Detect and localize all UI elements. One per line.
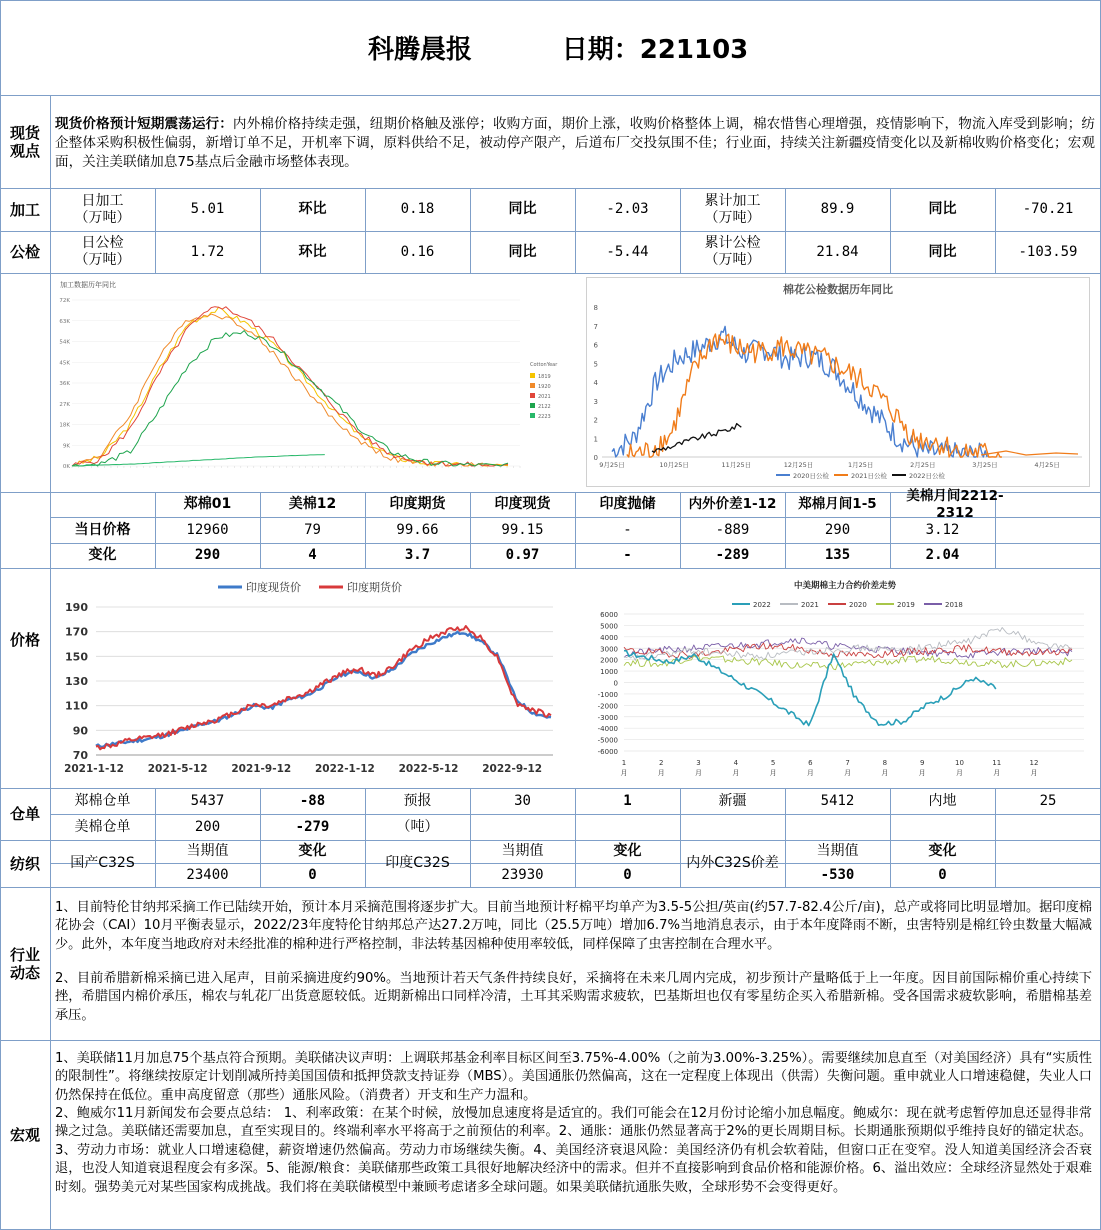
macro-paragraph-2: 2、鲍威尔11月新闻发布会要点总结： 1、利率政策：在某个时候，放慢加息速度将是适宜的。我们可能会在12月份讨论缩小加息幅度。鲍威尔：现在就考虑暂停加息还显得非常操之过急。美联储还需要加息，直至实现目的。终端利率水平将高于之前预估的利率。2、通胀：通胀仍然显著高于2%的更长周期目标。长期通胀预期似乎维持良好的锚定状态。3、劳动力市场：就业人口增速稳健，薪资增速仍然偏高。劳动力市场继续失衡。4、美国经济衰退风险：美国经济仍有机会软着陆，但窗口正在变窄。没人知道美国经济会否衰退，也没人知道衰退程度会有多深。5、能源/粮食：美联储那些政策工具很好地解决经济中的需求。但并不直接影响到食品价格和能源价格。6、溢出效应：全球经济显然处于艰难时刻。强势美元对某些国家构成挑战。我们将在美联储模型中兼顾考虑诸多全球问题。如果美联储抗通胀失败，全球形势不会变得更好。 [55, 1106, 1092, 1195]
x-tick-label: 4月25日 [1034, 461, 1060, 469]
macro-section-label: 宏观 [9, 1126, 40, 1144]
y-tick-label: 0K [62, 464, 70, 470]
x-tick-label-unit: 月 [918, 769, 926, 777]
cum-processing-yoy-value: -70.21 [1022, 201, 1074, 217]
y-tick-label: 2 [593, 416, 598, 425]
legend-label: 1819 [538, 374, 551, 380]
y-tick-label: 4 [593, 379, 598, 387]
divider [0, 273, 1101, 274]
cum-processing-yoy-label: 同比 [928, 201, 957, 217]
y-tick-label: -1000 [597, 690, 618, 699]
y-tick-label: 7 [593, 322, 598, 331]
legend-swatch [530, 393, 535, 398]
x-tick-label: 12 [1029, 759, 1039, 767]
c32s-spread-label: 内外C32S价差 [686, 855, 779, 871]
y-tick-label: 3 [593, 397, 598, 406]
y-tick-label: 4000 [600, 633, 618, 642]
in-c32s-value: 23930 [501, 866, 544, 883]
processing-mom-label: 环比 [298, 201, 327, 217]
price-change-7: 2.04 [925, 547, 960, 563]
series-line-印度现货价 [96, 632, 551, 747]
divider [0, 568, 1101, 569]
x-tick-label: 7 [845, 759, 850, 767]
cum-inspection-value: 21.84 [816, 243, 859, 260]
y-tick-label: 8 [593, 304, 598, 312]
x-tick-label: 3 [696, 759, 701, 767]
y-tick-label: 0 [593, 454, 598, 462]
zce-receipts-value: 5437 [190, 792, 225, 809]
x-tick-label: 8 [882, 759, 888, 767]
spot-section-label: 现货 观点 [9, 123, 40, 160]
today-price-3: 99.15 [501, 521, 544, 538]
inspection-yoy-value: -5.44 [606, 243, 649, 260]
legend-label: 2223 [538, 414, 551, 420]
cum-processing-label: 累计加工 （万吨） [704, 192, 761, 226]
y-tick-label: -2000 [597, 702, 618, 711]
x-tick-label: 2021-1-12 [64, 763, 124, 775]
in-c32s-change-label: 变化 [613, 843, 642, 859]
legend-label: 2019 [897, 601, 915, 609]
x-tick-label: 2022-1-12 [314, 763, 375, 775]
series-line-2223 [72, 455, 325, 466]
report-date: 日期：221103 [561, 34, 749, 65]
x-tick-label: 1月25日 [847, 461, 874, 469]
cn-c32s-change: 0 [308, 866, 317, 883]
x-tick-label: 11月25日 [721, 461, 752, 469]
chart-title: 中美期棉主力合约价差走势 [793, 581, 897, 591]
cum-processing-value: 89.9 [820, 201, 855, 217]
spot-view-text [55, 115, 1095, 172]
zce-receipts-change: -88 [299, 792, 326, 809]
cn-c32s-change-label: 变化 [298, 843, 327, 859]
c32s-spread-value: -530 [820, 866, 855, 883]
us-receipts-label: 美棉仓单 [74, 818, 131, 835]
y-tick-label: 110 [65, 699, 88, 713]
price-change-5: -289 [715, 547, 750, 563]
x-tick-label: 2022-5-12 [398, 763, 459, 775]
x-tick-label: 4 [733, 759, 739, 767]
price-change-4: - [623, 547, 632, 563]
daily-inspection-value: 1.72 [190, 243, 225, 260]
divider [0, 95, 1101, 96]
inspection-yoy-label: 同比 [508, 243, 537, 260]
y-tick-label: 54K [59, 339, 70, 346]
today-price-4: - [623, 521, 632, 538]
today-price-1: 79 [304, 521, 321, 538]
in-c32s-value-label: 当期值 [501, 843, 544, 859]
processing-history-chart [58, 278, 558, 484]
legend-label: 2020 [849, 601, 867, 609]
y-tick-label: 6 [593, 341, 598, 350]
us-receipts-change: -279 [295, 818, 330, 835]
legend-label: 2122 [538, 404, 551, 410]
y-tick-label: 5 [593, 360, 598, 369]
series-line-2021日公检 [627, 334, 1002, 457]
y-tick-label: 18K [59, 422, 70, 429]
macro-paragraph-1: 1、美联储11月加息75个基点符合预期。美联储决议声明：上调联邦基金利率目标区间至3.75%-4.00%（之前为3.00%-3.25%）。需要继续加息直至（对美国经济）具有“实质性的限制性”。将继续按原定计划削减所持美国国债和抵押贷款支持证券（MBS）。美国通胀仍然偏高，这在一定程度上体现出（供需）失衡问题。重申就业人口增速稳健，失业人口仍然保持在低位。重申高度留意（那些）通胀风险。（消费者）开支和生产力温和。 [55, 1051, 1092, 1103]
y-tick-label: 3000 [600, 645, 618, 654]
legend-label: 2021 [801, 601, 819, 609]
y-tick-label: 63K [59, 318, 70, 325]
legend-label: 2021日公检 [851, 472, 888, 480]
divider [0, 1040, 1101, 1041]
c32s-spread-change-label: 变化 [928, 843, 957, 859]
cn-c32s-value-label: 当期值 [186, 843, 229, 859]
warehouse-section-label: 仓单 [9, 805, 40, 823]
series-line-2122 [72, 331, 508, 466]
us-receipts-value: 200 [194, 818, 221, 835]
x-tick-label: 2月25日 [910, 461, 936, 469]
legend-label: 印度现货价 [246, 581, 301, 594]
price-header-0: 郑棉01 [183, 496, 232, 512]
india-price-chart [58, 574, 563, 780]
price-header-3: 印度现货 [494, 496, 551, 512]
spot-view-body: 内外棉价格持续走强，纽期价格触及涨停；收购方面，期价上涨，收购价格整体上调，棉农惜售心理增强，疫情影响下，物流入库受到影响；纺企整体采购积极性偏弱，新增订单不足，开机率下调，原料供给不足，被动停产限产，后道布厂交投氛围不佳；行业面，持续关注新疆疫情变化以及新棉收购价格变化；宏观面，关注美联储加息75基点后金融市场整体表现。 [55, 116, 1096, 170]
cum-inspection-label: 累计公检 （万吨） [704, 235, 761, 268]
price-change-0: 290 [194, 547, 221, 563]
series-line-2022 [624, 651, 996, 726]
price-header-7: 美棉月间2212-2312 [906, 487, 1004, 521]
divider [0, 887, 1101, 888]
x-tick-label: 1 [621, 759, 627, 767]
price-header-4: 印度抛储 [599, 496, 656, 512]
y-tick-label: 27K [59, 401, 70, 408]
chart-border [587, 278, 1090, 487]
x-tick-label-unit: 月 [695, 769, 703, 777]
x-tick-label: 11 [992, 759, 1002, 767]
y-tick-label: 6000 [600, 611, 618, 619]
today-price-label: 当日价格 [74, 521, 131, 538]
legend-label: 1920 [538, 384, 551, 390]
x-tick-label-unit: 月 [732, 769, 740, 777]
x-tick-label: 5 [770, 759, 776, 767]
inspection-history-chart [586, 277, 1090, 487]
x-tick-label: 3月25日 [972, 461, 998, 469]
cum-inspection-yoy-label: 同比 [928, 243, 957, 260]
yarn-section-label: 纺织 [9, 854, 40, 873]
x-tick-label: 10月25日 [659, 461, 689, 469]
price-header-2: 印度期货 [389, 496, 446, 512]
price-change-label: 变化 [88, 547, 117, 563]
y-tick-label: 2000 [600, 656, 618, 665]
inland-value: 25 [1039, 792, 1057, 809]
legend-swatch [530, 403, 535, 408]
y-tick-label: -6000 [597, 748, 618, 756]
xinjiang-value: 5412 [820, 792, 855, 809]
y-tick-label: 190 [65, 601, 88, 614]
x-tick-label-unit: 月 [1030, 769, 1038, 777]
x-tick-label-unit: 月 [620, 769, 628, 777]
y-tick-label: 1 [593, 435, 598, 444]
y-tick-label: 9K [62, 443, 70, 450]
xinjiang-label: 新疆 [718, 792, 747, 809]
cum-inspection-yoy-value: -103.59 [1018, 243, 1078, 260]
y-tick-label: -3000 [597, 713, 618, 722]
x-tick-label: 10 [954, 759, 964, 767]
price-change-2: 3.7 [404, 547, 431, 563]
cn-c32s-label: 国产C32S [70, 855, 135, 871]
chart-title: 棉花公检数据历年同比 [783, 283, 893, 296]
x-tick-label-unit: 月 [844, 769, 852, 777]
series-line-2021 [624, 628, 1072, 661]
x-tick-label-unit: 月 [993, 769, 1001, 777]
zce-receipts-label: 郑棉仓单 [74, 792, 131, 809]
in-c32s-label: 印度C32S [385, 855, 450, 871]
x-tick-label-unit: 月 [806, 769, 814, 777]
y-tick-label: 150 [65, 650, 88, 664]
forecast-value: 30 [514, 792, 531, 809]
legend-label: 印度期货价 [347, 581, 402, 594]
y-tick-label: 36K [59, 381, 70, 387]
inspection-mom-label: 环比 [298, 243, 327, 260]
legend-label: 2022 [753, 601, 771, 609]
forecast-change: 1 [623, 792, 632, 809]
x-tick-label: 2 [659, 759, 664, 767]
processing-mom-value: 0.18 [400, 201, 435, 217]
y-tick-label: -5000 [597, 736, 618, 745]
daily-processing-value: 5.01 [190, 201, 225, 217]
processing-yoy-value: -2.03 [606, 201, 649, 217]
cn-us-spread-chart [590, 574, 1090, 782]
today-price-5: -889 [715, 521, 750, 538]
price-header-6: 郑棉月间1-5 [798, 496, 877, 512]
y-tick-label: 1000 [600, 668, 618, 677]
legend-label: 2018 [945, 601, 963, 609]
x-tick-label-unit: 月 [881, 769, 889, 777]
forecast-label: 预报 [403, 792, 432, 809]
x-tick-label: 2021-5-12 [147, 763, 208, 775]
industry-paragraph-1: 1、目前特伦甘纳邦采摘工作已陆续开始，预计本月采摘范围将逐步扩大。目前当地预计籽棉平均单产为3.5-5公担/英亩(约57.7-82.4公斤/亩)，总产或将同比明显增加。据印度棉花协会（CAI）10月平衡表显示，2022/23年度特伦甘纳邦总产达27.2万吨，同比（25.5万吨）增加6.7%当地消息表示，由于本年度降雨不断，虫害特别是棉红铃虫数量大幅减少。此外，本年度当地政府对未经批准的棉种进行严格控制，非法转基因棉种使用率较低，同样保障了虫害控制在合理水平。 [55, 900, 1092, 952]
chart-title: 加工数据历年同比 [60, 281, 116, 289]
y-tick-label: 90 [72, 724, 88, 738]
y-tick-label: 72K [59, 298, 70, 304]
processing-yoy-label: 同比 [508, 201, 537, 217]
legend-label: 2020日公检 [793, 472, 830, 480]
x-tick-label-unit: 月 [769, 769, 777, 777]
y-tick-label: 170 [65, 625, 88, 639]
x-tick-label: 12月25日 [783, 461, 814, 469]
legend-label: 2022日公检 [909, 472, 946, 480]
x-tick-label-unit: 月 [955, 769, 963, 777]
in-c32s-change: 0 [623, 866, 632, 883]
price-change-1: 4 [308, 547, 317, 563]
price-header-1: 美棉12 [288, 496, 337, 512]
y-tick-label: 0 [613, 679, 618, 688]
price-change-6: 135 [824, 547, 851, 563]
daily-inspection-label: 日公检 （万吨） [74, 235, 131, 268]
y-tick-label: -4000 [597, 725, 618, 734]
price-header-5: 内外价差1-12 [688, 496, 777, 512]
x-tick-label: 6 [808, 759, 813, 767]
industry-section-label: 行业 动态 [9, 945, 40, 982]
inland-label: 内地 [928, 792, 957, 809]
series-line-tail [981, 451, 1078, 455]
y-tick-label: 130 [65, 675, 88, 688]
x-tick-label: 9 [919, 759, 925, 767]
today-price-6: 290 [824, 521, 851, 538]
y-tick-label: 5000 [600, 622, 618, 631]
price-change-3: 0.97 [505, 547, 540, 563]
legend-label: 2021 [538, 394, 551, 400]
spot-view-lead: 现货价格预计短期震荡运行： [55, 116, 233, 132]
today-price-7: 3.12 [925, 521, 960, 538]
x-tick-label: 2022-9-12 [482, 763, 543, 775]
industry-paragraph-2: 2、目前希腊新棉采摘已进入尾声，目前采摘进度约90%。当地预计若天气条件持续良好，采摘将在未来几周内完成，初步预计产量略低于上一年度。因目前国际棉价重心持续下挫，希腊国内棉价承压，棉农与轧花厂出货意愿较低。近期新棉出口同样冷清，土耳其采购需求疲软，巴基斯坦也仅有零星纺企买入希腊新棉。受各国需求疲软影响，希腊棉基差承压。 [55, 971, 1092, 1023]
y-tick-label: 70 [72, 749, 88, 762]
cn-c32s-value: 23400 [186, 866, 229, 883]
inspection-label: 公检 [9, 243, 40, 261]
legend-swatch [530, 383, 535, 388]
report-title: 科腾晨报 [367, 34, 472, 65]
legend-swatch [530, 373, 535, 378]
today-price-2: 99.66 [396, 521, 439, 538]
c32s-spread-value-label: 当期值 [816, 843, 859, 859]
x-tick-label-unit: 月 [657, 769, 665, 777]
x-tick-label: 9月25日 [599, 461, 625, 469]
legend-swatch [530, 413, 535, 418]
daily-processing-label: 日加工 （万吨） [74, 192, 131, 226]
x-tick-label: 2021-9-12 [231, 763, 292, 775]
unit-label: （吨） [396, 818, 439, 835]
today-price-0: 12960 [186, 521, 229, 538]
c32s-spread-change: 0 [938, 866, 947, 883]
y-tick-label: 45K [59, 360, 70, 367]
processing-label: 加工 [9, 200, 40, 219]
price-section-label: 价格 [9, 631, 40, 649]
inspection-mom-value: 0.16 [400, 243, 435, 260]
legend-title: CottonYear [530, 362, 558, 368]
